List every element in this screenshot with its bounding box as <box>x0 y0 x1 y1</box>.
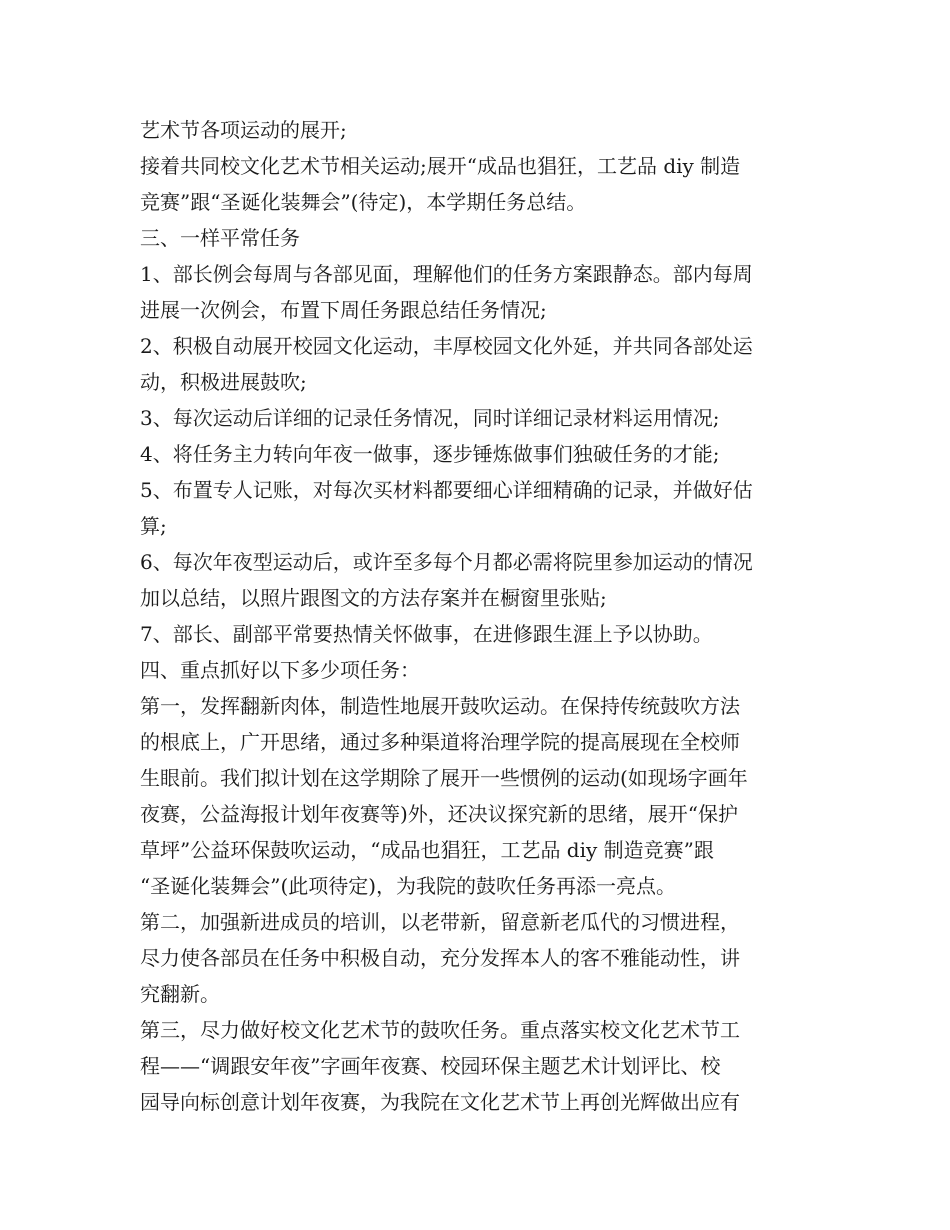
text-line: 6、每次年夜型运动后，或许至多每个月都必需将院里参加运动的情况 <box>140 550 753 574</box>
text-line: 竞赛”跟“圣诞化装舞会”(待定)，本学期任务总结。 <box>140 190 587 214</box>
text-line: 1、部长例会每周与各部见面，理解他们的任务方案跟静态。部内每周 <box>140 262 753 286</box>
text-line: 进展一次例会，布置下周任务跟总结任务情况; <box>140 298 547 322</box>
text-line: 的根底上，广开思绪，通过多种渠道将治理学院的提高展现在全校师 <box>140 730 740 754</box>
text-line: 园导向标创意计划年夜赛，为我院在文化艺术节上再创光辉做出应有 <box>140 1090 740 1114</box>
text-line: 算; <box>140 514 167 538</box>
text-line: 第一，发挥翻新肉体，制造性地展开鼓吹运动。在保持传统鼓吹方法 <box>140 694 740 718</box>
text-line: 3、每次运动后详细的记录任务情况，同时详细记录材料运用情况; <box>140 406 720 430</box>
text-line: 第二，加强新进成员的培训，以老带新，留意新老瓜代的习惯进程， <box>140 910 740 934</box>
text-line: 7、部长、副部平常要热情关怀做事，在进修跟生涯上予以协助。 <box>140 622 713 646</box>
section-heading: 三、一样平常任务 <box>140 226 300 250</box>
text-line: 夜赛，公益海报计划年夜赛等)外，还决议探究新的思绪，展开“保护 <box>140 802 739 826</box>
text-line: 5、布置专人记账，对每次买材料都要细心详细精确的记录，并做好估 <box>140 478 753 502</box>
text-line: 动，积极进展鼓吹; <box>140 370 307 394</box>
text-line: 2、积极自动展开校园文化运动，丰厚校园文化外延，并共同各部处运 <box>140 334 753 358</box>
text-line: 尽力使各部员在任务中积极自动，充分发挥本人的客不雅能动性，讲 <box>140 946 740 970</box>
text-line: 程——“调跟安年夜”字画年夜赛、校园环保主题艺术计划评比、校 <box>140 1054 721 1078</box>
text-line: 生眼前。我们拟计划在这学期除了展开一些惯例的运动(如现场字画年 <box>140 766 748 790</box>
text-line: 艺术节各项运动的展开; <box>140 118 347 142</box>
text-line: 接着共同校文化艺术节相关运动;展开“成品也猖狂，工艺品 diy 制造 <box>140 154 741 178</box>
text-line: 4、将任务主力转向年夜一做事，逐步锤炼做事们独破任务的才能; <box>140 442 720 466</box>
text-line: 加以总结，以照片跟图文的方法存案并在橱窗里张贴; <box>140 586 607 610</box>
section-heading: 四、重点抓好以下多少项任务： <box>140 658 420 682</box>
document-body <box>140 112 815 1120</box>
text-line: 究翻新。 <box>140 982 220 1006</box>
text-line: “圣诞化装舞会”(此项待定)，为我院的鼓吹任务再添一亮点。 <box>140 874 677 898</box>
text-line: 第三，尽力做好校文化艺术节的鼓吹任务。重点落实校文化艺术节工 <box>140 1018 740 1042</box>
text-line: 草坪”公益环保鼓吹运动，“成品也猖狂，工艺品 diy 制造竞赛”跟 <box>140 838 714 862</box>
